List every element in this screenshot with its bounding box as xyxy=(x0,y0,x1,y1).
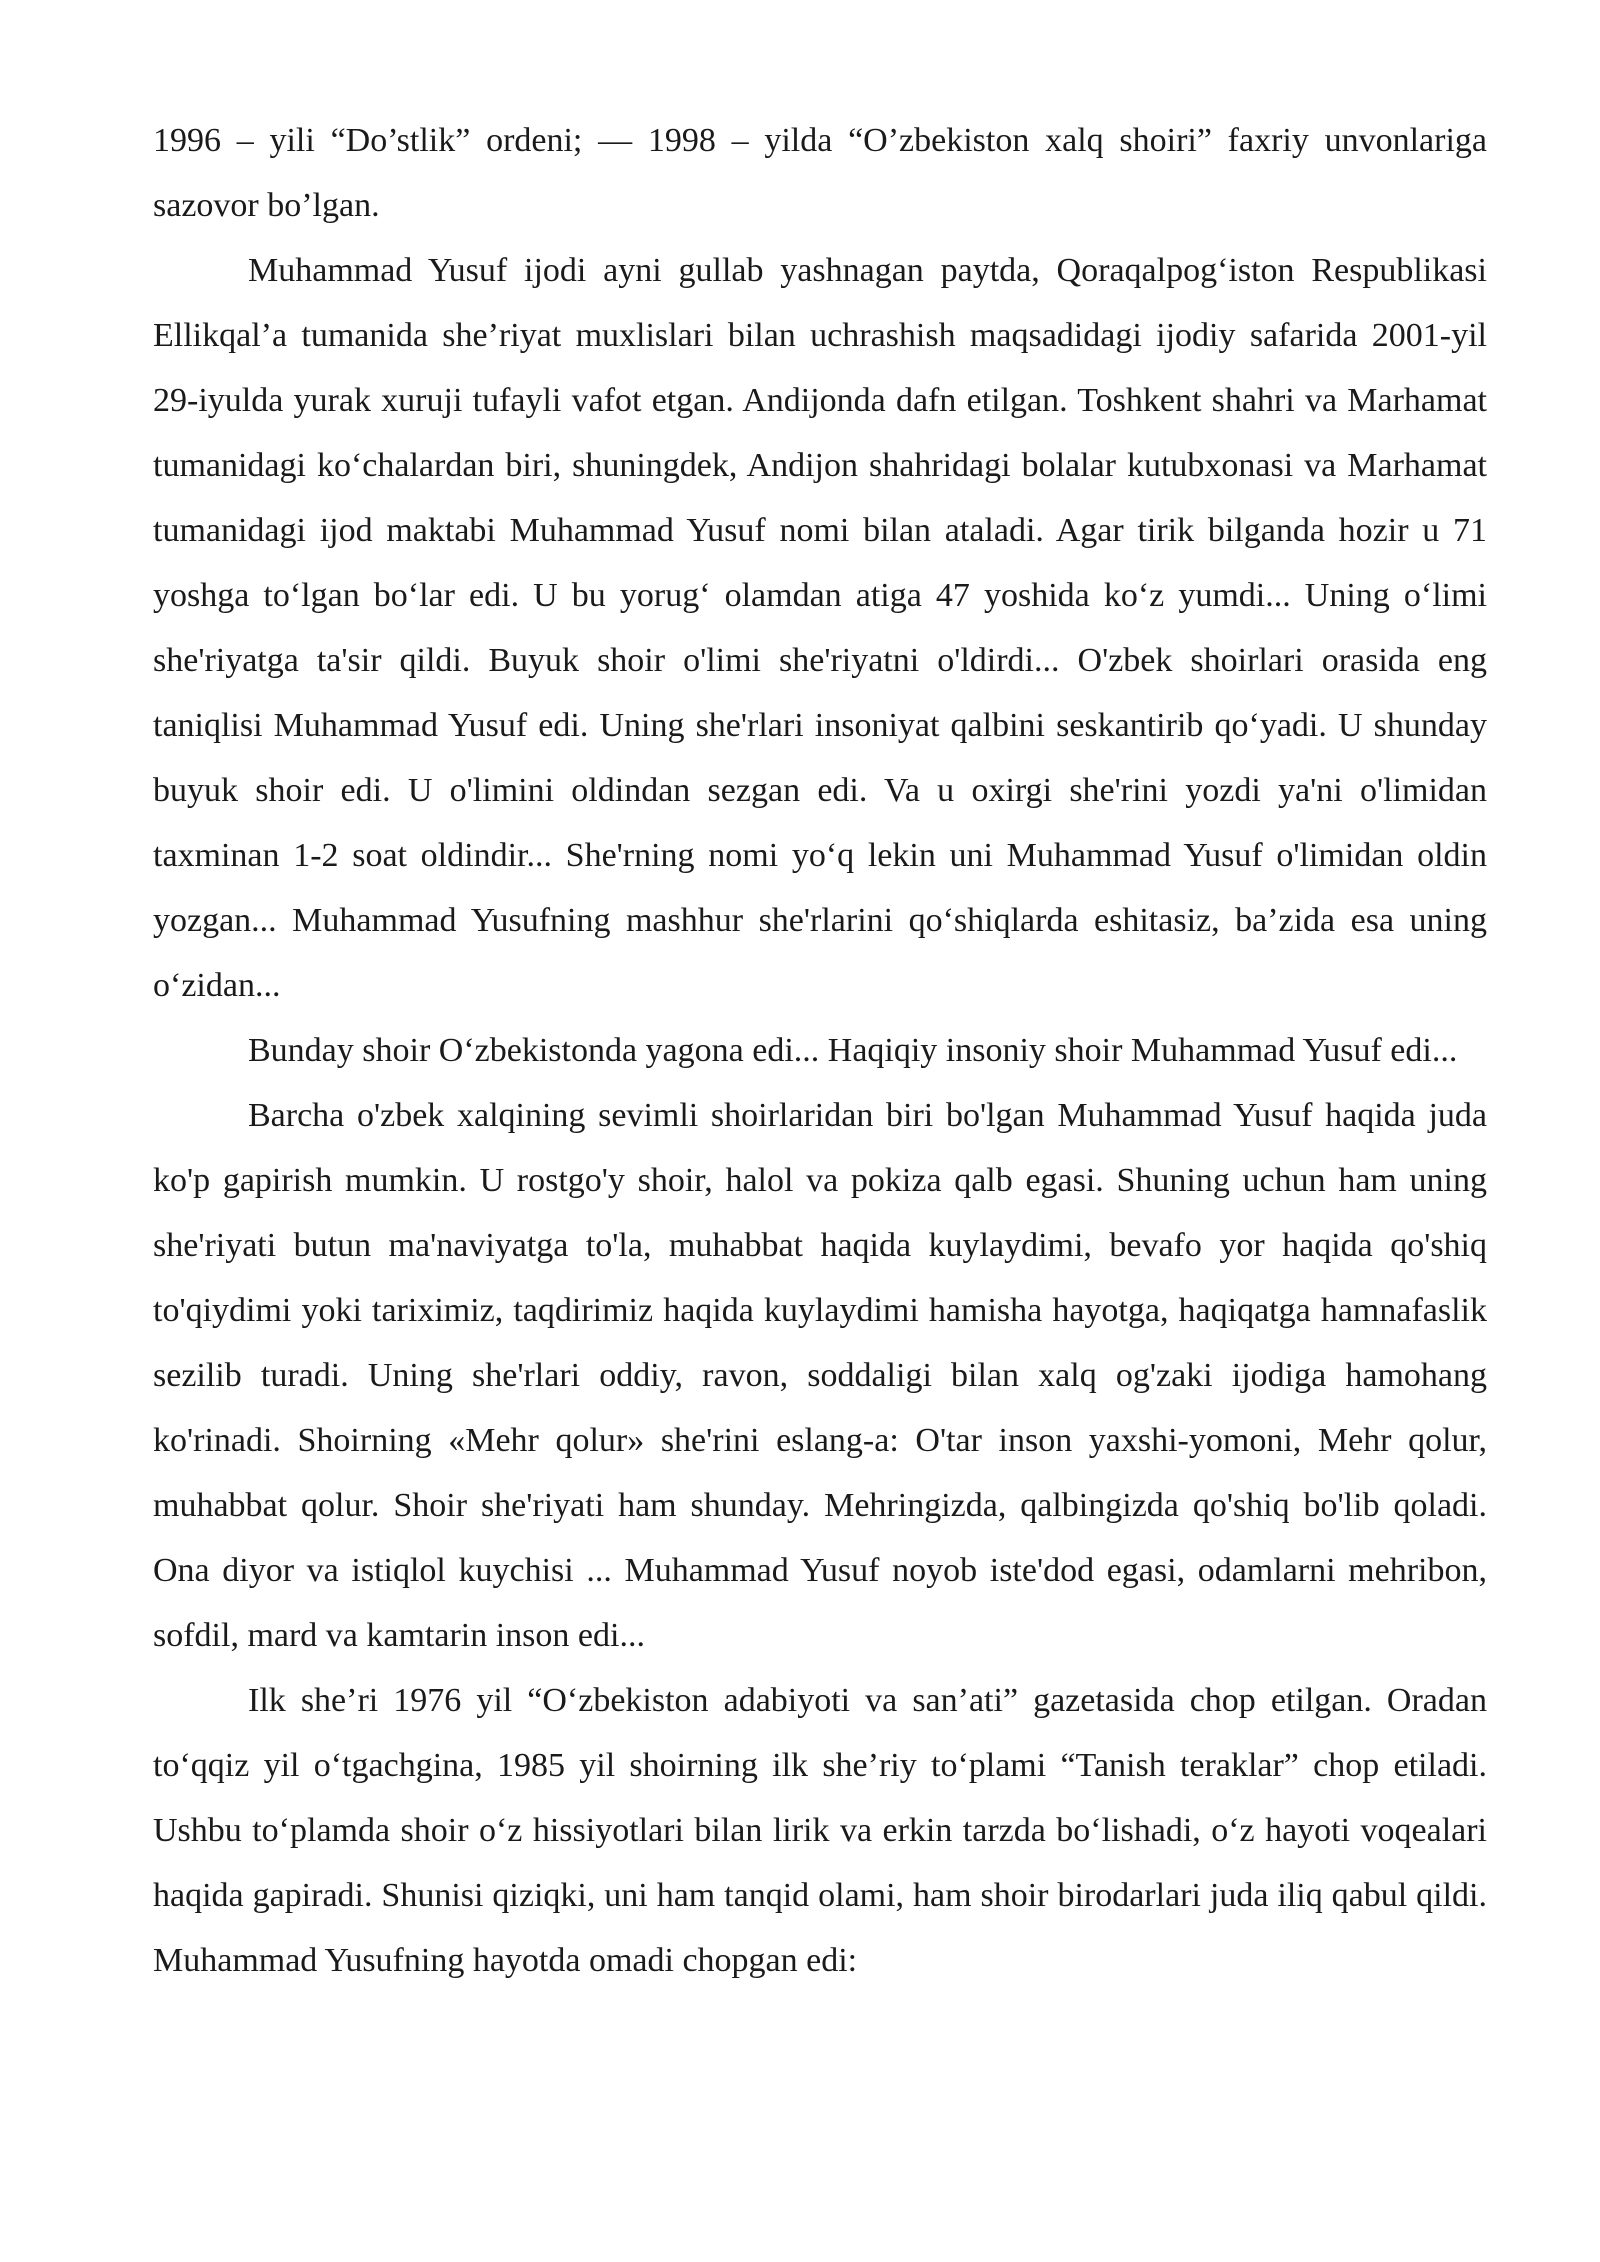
paragraph-biography: Muhammad Yusuf ijodi ayni gullab yashnagan paytda, Qoraqalpog‘iston Respublikasi Ellikqal’a tumanida she’riyat muxlislari bilan uchrashish maqsadidagi ijodiy safarida 2001-yil 29-iyulda yurak xuruji tufayli vafot etgan. Andijonda dafn etilgan. Toshkent shahri va Marhamat tumanidagi ko‘chalardan biri, shuningdek, Andijon shahridagi bolalar kutubxonasi va Marhamat tumanidagi ijod maktabi Muhammad Yusuf nomi bilan ataladi. Agar tirik bilganda hozir u 71 yoshga to‘lgan bo‘lar edi. U bu yorug‘ olamdan atiga 47 yoshida ko‘z yumdi... Uning o‘limi she'riyatga ta'sir qildi. Buyuk shoir o'limi she'riyatni o'ldirdi... O'zbek shoirlari orasida eng taniqlisi Muhammad Yusuf edi. Uning she'rlari insoniyat qalbini seskantirib qo‘yadi. U shunday buyuk shoir edi. U o'limini oldindan sezgan edi. Va u oxirgi she'rini yozdi ya'ni o'limidan taxminan 1-2 soat oldindir... She'rning nomi yo‘q lekin uni Muhammad Yusuf o'limidan oldin yozgan... Muhammad Yusufning mashhur she'rlarini qo‘shiqlarda eshitasiz, ba’zida esa uning o‘zidan... xyxy=(153,252,1487,1004)
paragraph-awards: 1996 – yili “Do’stlik” ordeni; — 1998 – yilda “O’zbekiston xalq shoiri” faxriy unvonlariga sazovor bo’lgan. xyxy=(153,122,1487,224)
paragraph-first-poem: Ilk she’ri 1976 yil “O‘zbekiston adabiyoti va san’ati” gazetasida chop etilgan. Oradan to‘qqiz yil o‘tgachgina, 1985 yil shoirning ilk she’riy to‘plami “Tanish teraklar” chop etiladi. Ushbu to‘plamda shoir o‘z hissiyotlari bilan lirik va erkin tarzda bo‘lishadi, o‘z hayoti voqealari haqida gapiradi. Shunisi qiziqki, uni ham tanqid olami, ham shoir birodarlari juda iliq qabul qildi. Muhammad Yusufning hayotda omadi chopgan edi: xyxy=(153,1682,1487,1979)
paragraph-beloved-poet: Barcha o'zbek xalqining sevimli shoirlaridan biri bo'lgan Muhammad Yusuf haqida juda ko'p gapirish mumkin. U rostgo'y shoir, halol va pokiza qalb egasi. Shuning uchun ham uning she'riyati butun ma'naviyatga to'la, muhabbat haqida kuylaydimi, bevafo yor haqida qo'shiq to'qiydimi yoki tariximiz, taqdirimiz haqida kuylaydimi hamisha hayotga, haqiqatga hamnafaslik sezilib turadi. Uning she'rlari oddiy, ravon, soddaligi bilan xalq og'zaki ijodiga hamohang ko'rinadi. Shoirning «Mehr qolur» she'rini eslang-a: O'tar inson yaxshi-yomoni, Mehr qolur, muhabbat qolur. Shoir she'riyati ham shunday. Mehringizda, qalbingizda qo'shiq bo'lib qoladi. Ona diyor va istiqlol kuychisi ... Muhammad Yusuf noyob iste'dod egasi, odamlarni mehribon, sofdil, mard va kamtarin inson edi... xyxy=(153,1097,1487,1654)
document-page xyxy=(153,108,1487,1993)
paragraph-unique-poet: Bunday shoir O‘zbekistonda yagona edi... Haqiqiy insoniy shoir Muhammad Yusuf edi... xyxy=(248,1032,1458,1069)
